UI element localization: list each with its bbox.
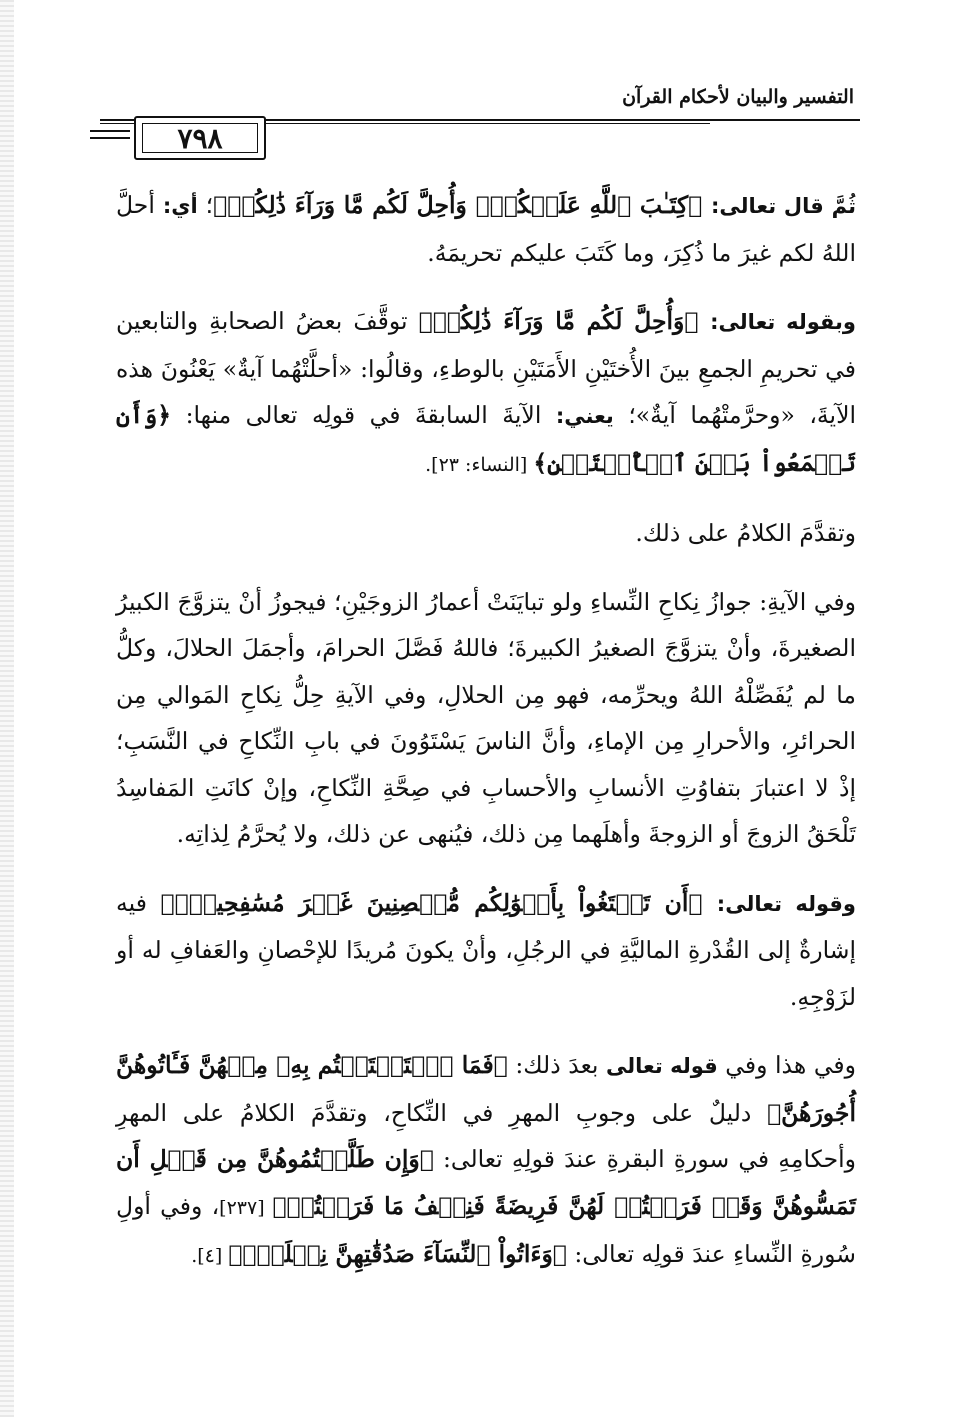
paragraph-6 — [116, 1042, 856, 1280]
page-body — [116, 182, 856, 1302]
body-text: وتقدَّمَ الكلامُ على ذلك. — [635, 519, 856, 547]
quran-verse: ﴿فَمَا ٱسۡتَمۡتَعۡتُم بِهِۦ مِنۡهُنَّ فَـَٔاتُوهُنَّ أُجُورَهُنَّ﴾ — [116, 1051, 856, 1127]
paragraph-2 — [116, 298, 856, 488]
verse-reference: [٢٣٧] — [219, 1196, 273, 1219]
body-text: بعدَ ذلك: — [507, 1051, 607, 1079]
quran-verse: ﴿وَءَاتُواْ ٱلنِّسَآءَ صَدُقَٰتِهِنَّ نِحۡلَةٗۚ﴾ — [228, 1240, 567, 1268]
scan-edge — [0, 0, 14, 1417]
paragraph-5 — [116, 880, 856, 1021]
header-side-lines — [90, 130, 130, 144]
quran-verse: ﴿وَأُحِلَّ لَكُم مَّا وَرَآءَ ذَٰلِكُمۡ﴾ — [418, 307, 711, 335]
page-number-box — [134, 116, 266, 160]
verse-reference: [٤]. — [191, 1245, 229, 1267]
body-text: فيه إشارةٌ إلى القُدْرةِ الماليَّةِ في الرجُلِ، وأنْ يكونَ مُريدًا للإحْصانِ والعَفافِ له أو لزَوْجِهِ. — [116, 888, 856, 1011]
body-text: ، وفي أولِ سُورةِ النِّساءِ عندَ قولِه تعالى: — [116, 1191, 856, 1268]
bold-phrase: أي: — [162, 194, 198, 218]
bold-phrase: قوله تعالى — [606, 1054, 718, 1078]
body-text: وفي الآيةِ: جوازُ نِكاحِ النِّساءِ ولو تبايَنَتْ أعمارُ الزوجَيْنِ؛ فيجوزُ أنْ يتزوَّجَ الكبيرُ الصغيرةَ، وأنْ يتزوَّجَ الصغيرُ الكبيرةَ؛ فاللهُ فَصَّلَ الحرامَ، وأجمَلَ الحلالَ، وكلُّ ما لم يُفَصِّلْهُ اللهُ ويحرِّمه، فهو مِن الحلالِ، وفي الآيةِ حِلُّ نِكاحِ المَوالي مِن الحرائرِ، والأحرارِ مِن الإماءِ، وأنَّ الناسَ يَسْتَوُونَ في بابِ النِّكاحِ في النَّسَبِ؛ إذْ لا اعتبارَ بتفاوُتِ الأنسابِ والأحسابِ في صِحَّةِ النِّكاحِ، وإنْ كانَتِ المَفاسِدُ تَلْحَقُ الزوجَ أو الزوجةَ وأهلَهما مِن ذلك، فيُنهى عن ذلك، ولا يُحرَّمُ لِذاتِه. — [116, 587, 856, 848]
paragraph-1 — [116, 182, 856, 276]
body-text: الآيةَ السابقةَ في قولِه تعالى منها: — [171, 401, 556, 429]
page-number: ٧٩٨ — [177, 121, 223, 155]
running-title: التفسير والبيان لأحكام القرآن — [622, 86, 854, 108]
bold-phrase: يعني: — [555, 404, 614, 428]
bold-phrase: وبقوله تعالى: — [710, 310, 856, 334]
body-text: أحلَّ اللهُ لكم غيرَ ما ذُكِرَ، وما كَتَبَ عليكم تحريمَهُ. — [116, 191, 856, 267]
body-text: دليلٌ على وجوبِ المهرِ في النِّكاحِ، وتقدَّمَ الكلامُ على المهرِ وأحكامِهِ في سورةِ البقرةِ عندَ قولِهِ تعالى: — [116, 1098, 857, 1173]
paragraph-3 — [116, 510, 856, 557]
body-text: ؛ — [197, 191, 214, 219]
quran-verse: ﴿وَإِن طَلَّقۡتُمُوهُنَّ مِن قَبۡلِ أَن تَمَسُّوهُنَّ وَقَدۡ فَرَضۡتُمۡ لَهُنَّ فَرِيضَةً فَنِصۡفُ مَا فَرَضۡتُمۡ﴾ — [116, 1145, 857, 1220]
quran-verse: ﴿وَأَن تَجۡمَعُواْ بَيۡنَ ٱلۡأُخۡتَيۡنِ﴾ — [116, 401, 856, 477]
bold-phrase: وقوله تعالى: — [716, 891, 856, 916]
verse-reference: [النساء: ٢٣]. — [425, 453, 534, 476]
bold-phrase: ثُمَّ قال تعالى: — [710, 194, 856, 218]
body-text: توقَّفَ بعضُ الصحابةِ والتابعين في تحريمِ الجمعِ بينَ الأُختَيْنِ الأَمَتَيْنِ بالوطءِ، وقالُوا: «أحلَّتْهُما آيةٌ» يَعْنُونَ هذه الآيةَ، «وحرَّمتْهُما آيةٌ»؛ — [116, 307, 856, 429]
page-header — [100, 86, 860, 166]
paragraph-4 — [116, 579, 856, 858]
quran-verse: ﴿كِتَـٰبَ ٱللَّهِ عَلَيۡكُمۡۚ وَأُحِلَّ لَكُم مَّا وَرَآءَ ذَٰلِكُمۡ﴾ — [213, 191, 711, 219]
body-text: وفي هذا وفي — [717, 1051, 856, 1079]
quran-verse: ﴿أَن تَبۡتَغُواْ بِأَمۡوَٰلِكُم مُّحۡصِنِينَ غَيۡرَ مُسَٰفِحِينَۚ﴾ — [160, 888, 717, 917]
